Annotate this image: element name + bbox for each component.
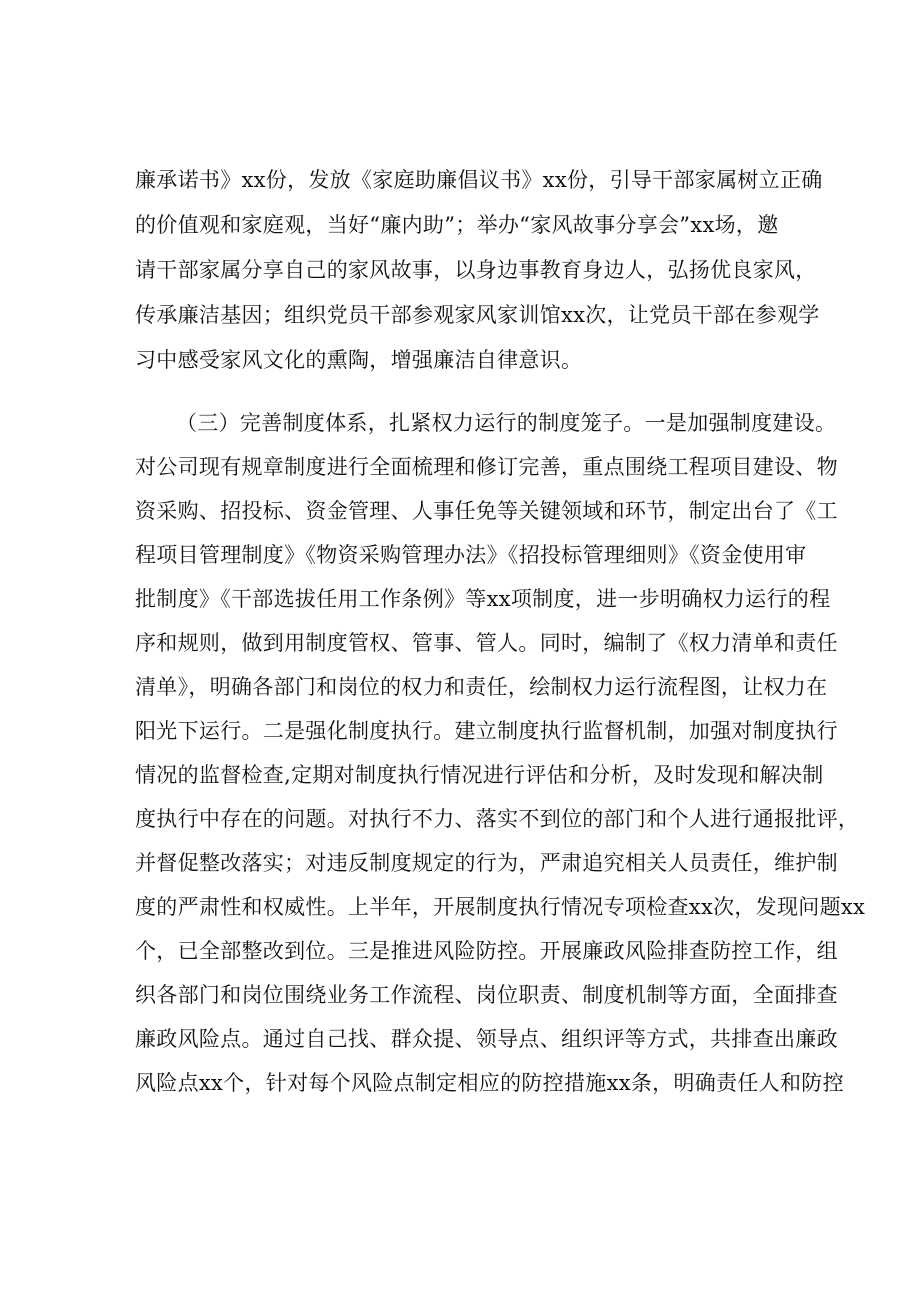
paragraph-2-line-7: 清单》，明确各部门和岗位的权力和责任，绘制权力运行流程图，让权力在 (135, 675, 828, 699)
paragraph-2-line-3: 资采购、招投标、资金管理、人事任免等关键领域和环节，制定出台了《工 (135, 499, 838, 523)
paragraph-2-line-14: 织各部门和岗位围绕业务工作流程、岗位职责、制度机制等方面，全面排查 (135, 983, 838, 1007)
paragraph-2-line-16: 风险点xx个，针对每个风险点制定相应的防控措施xx条，明确责任人和防控 (135, 1071, 844, 1095)
paragraph-2-line-13: 个，已全部整改到位。三是推进风险防控。开展廉政风险排查防控工作，组 (135, 939, 838, 963)
paragraph-2-line-11: 并督促整改落实；对违反制度规定的行为，严肃追究相关人员责任，维护制 (135, 851, 838, 875)
paragraph-2-line-4: 程项目管理制度》《物资采购管理办法》《招投标管理细则》《资金使用审 (135, 543, 807, 567)
paragraph-2-line-10: 度执行中存在的问题。对执行不力、落实不到位的部门和个人进行通报批评， (135, 807, 860, 831)
paragraph-2-line-1: （三）完善制度体系，扎紧权力运行的制度笼子。一是加强制度建设。 (176, 411, 837, 435)
paragraph-2-line-9: 情况的监督检查,定期对制度执行情况进行评估和分析，及时发现和解决制 (135, 763, 824, 787)
paragraph-2-line-5: 批制度》《干部选拔任用工作条例》等xx项制度，进一步明确权力运行的程 (135, 587, 831, 611)
paragraph-1-line-1: 廉承诺书》xx份，发放《家庭助廉倡议书》xx份，引导干部家属树立正确 (135, 168, 823, 192)
paragraph-1-line-4: 传承廉洁基因；组织党员干部参观家风家训馆xx次，让党员干部在参观学 (135, 303, 820, 327)
paragraph-1-line-3: 请干部家属分享自己的家风故事，以身边事教育身边人，弘扬优良家风， (135, 258, 817, 282)
paragraph-2-line-12: 度的严肃性和权威性。上半年，开展制度执行情况专项检查xx次，发现问题xx (135, 895, 866, 919)
paragraph-2-line-2: 对公司现有规章制度进行全面梳理和修订完善，重点围绕工程项目建设、物 (135, 455, 838, 479)
paragraph-2-line-8: 阳光下运行。二是强化制度执行。建立制度执行监督机制，加强对制度执行 (135, 719, 838, 743)
paragraph-2-line-6: 序和规则，做到用制度管权、管事、管人。同时，编制了《权力清单和责任 (135, 631, 838, 655)
paragraph-2-line-15: 廉政风险点。通过自己找、群众提、领导点、组织评等方式，共排查出廉政 (135, 1027, 838, 1051)
paragraph-1-line-2: 的价值观和家庭观，当好“廉内助”；举办“家风故事分享会”xx场，邀 (135, 213, 779, 237)
paragraph-1-line-5: 习中感受家风文化的熏陶，增强廉洁自律意识。 (135, 348, 583, 372)
